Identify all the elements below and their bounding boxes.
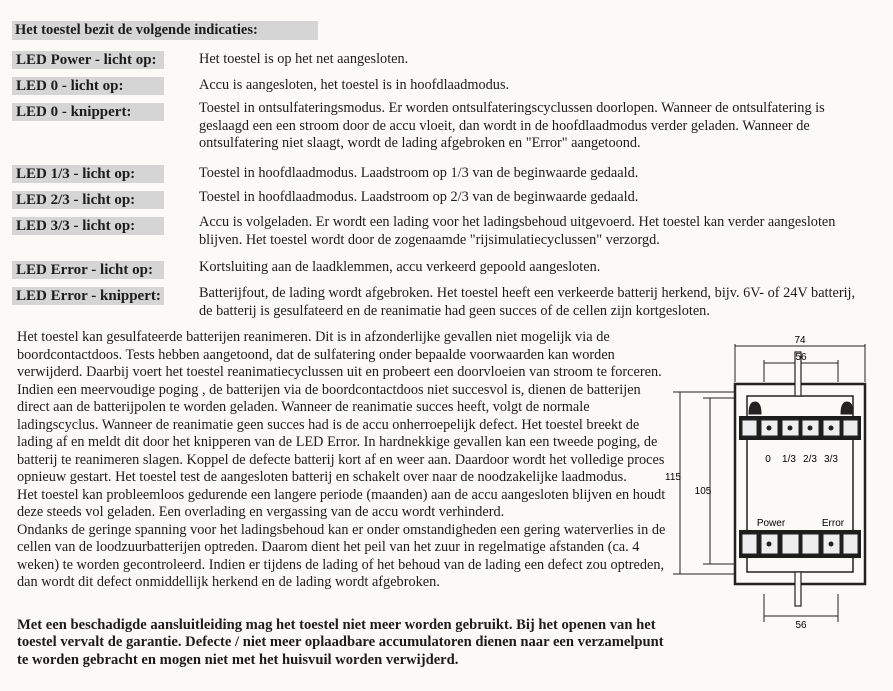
led-label-3-3: 3/3 (824, 454, 838, 465)
text-led-power-on: Het toestel is op het net aangesloten. (199, 51, 409, 67)
led-label-2-3: 2/3 (803, 454, 817, 465)
text-led33-on: Accu is volgeladen. Er wordt een lading voor het ladingsbehoud uitgevoerd. Het toestel kan verder aangesloten blijven. Het toestel wordt door de zogenaamde "rijsimulatiecyclussen" verzorgd. (199, 214, 836, 248)
label-led-error-on: LED Error - licht op: (12, 261, 164, 279)
dim-top-outer: 74 (794, 335, 806, 346)
body-paragraph-water-loss: Ondanks de geringe spanning voor het ladingsbehoud kan er onder omstandigheden een gering waterverlies in de cellen van de loodzuurbatterijen optreden. Daarom dient het peil van het zuur in regelmatige afstanden (ca. 4 weken) te worden gecontroleerd. Indien er tijdens de lading of het behoud van de lading een defect zou optreden, dan wordt dit defect onmiddellijk herkend en de lading wordt afgebroken. (17, 521, 666, 590)
led-label-power: Power (756, 518, 786, 529)
label-led-power-on: LED Power - licht op: (12, 51, 164, 69)
label-led-error-blink: LED Error - knippert: (12, 287, 164, 305)
body-paragraph-long-term: Het toestel kan probleemloos gedurende een langere periode (maanden) aan de accu aangesloten blijven en houdt deze steeds vol geladen. Een overlading en vergassing van de accu wordt verhinderd. (17, 486, 666, 520)
text-led-error-blink: Batterijfout, de lading wordt afgebroken. Het toestel heeft een verkeerde batterij herkend, bijv. 6V- of 24V batterij, de batterij is gesulfateerd en de reanimatie had geen succes of de cellen zijn kortgesloten. (199, 285, 856, 319)
led-label-1-3: 1/3 (782, 454, 796, 465)
dim-bottom: 56 (795, 620, 807, 630)
bottom-terminal-strip (739, 530, 861, 558)
body-paragraph-reanimation: Het toestel kan gesulfateerde batterijen reanimeren. Dit is in afzonderlijke gevallen niet mogelijk via de boordcontactdoos. Tests hebben aangetoond, dat de sulfatering onder bepaalde voorwaarden kan worden verwijderd. Daarbij voert het toestel reanimatiecyclussen uit en probeert een doorvloeien van stroom te forceren. Indien een meervoudige poging , de batterijen via de boordcontactdoos niet succesvol is, dienen de batterijen direct aan de batterijpolen te worden geladen. Wanneer de reanimatie succes heeft, volgt de normale ladingscyclus. Wanneer de reanimatie geen succes had is de accu onherroepelijk defect. Het toestel breekt de lading af en meldt dit door het knipperen van de LED Error. In hardnekkige gevallen kan een tweede poging, de batterij te reanimeren slagen. Koppel de defecte batterij kort af en weer aan. Daardoor wordt het volledige proces opnieuw gestart. Het toestel test de aangesloten batterij en schakelt over naar de noodzakelijke laadmodus. (17, 329, 665, 485)
body-text (17, 329, 667, 592)
section-header: Het toestel bezit de volgende indicaties: (12, 21, 318, 40)
device-dimension-diagram (665, 330, 891, 630)
label-led0-on: LED 0 - licht op: (12, 77, 164, 95)
dim-top-inner: 56 (795, 352, 807, 363)
top-terminal-strip (739, 416, 861, 440)
label-led13-on: LED 1/3 - licht op: (12, 165, 164, 183)
warning-text: Met een beschadigde aansluitleiding mag het toestel niet meer worden gebruikt. Bij het openen van het toestel vervalt de garantie. Defecte / niet meer oplaadbare accumulatoren dienen naar een verzamelpunt te worden gebracht en mogen niet met het huisvuil worden verwijderd. (17, 617, 664, 668)
text-led13-on: Toestel in hoofdlaadmodus. Laadstroom op 1/3 van de beginwaarde gedaald. (199, 165, 639, 181)
dim-height-outer: 115 (665, 472, 681, 483)
text-led-error-on: Kortsluiting aan de laadklemmen, accu verkeerd gepoold aangesloten. (199, 259, 601, 275)
text-led23-on: Toestel in hoofdlaadmodus. Laadstroom op 2/3 van de beginwaarde gedaald. (199, 189, 639, 205)
label-led23-on: LED 2/3 - licht op: (12, 191, 164, 209)
label-led33-on: LED 3/3 - licht op: (12, 217, 164, 235)
text-led0-blink: Toestel in ontsulfateringsmodus. Er worden ontsulfateringscyclussen doorlopen. Wanneer de ontsulfatering is geslaagd een een stroom door de accu vloeit, dan wordt in de hoofdlaadmodus verder geladen. Wanneer de ontsulfatering niet slaagt, wordt de lading afgebroken en "Error" aangetoond. (199, 100, 825, 151)
led-label-0: 0 (765, 454, 771, 465)
label-led0-blink: LED 0 - knippert: (12, 103, 164, 121)
text-led0-on: Accu is aangesloten, het toestel is in hoofdlaadmodus. (199, 77, 510, 93)
dim-height-inner: 105 (694, 486, 712, 497)
led-label-error: Error (821, 518, 845, 529)
